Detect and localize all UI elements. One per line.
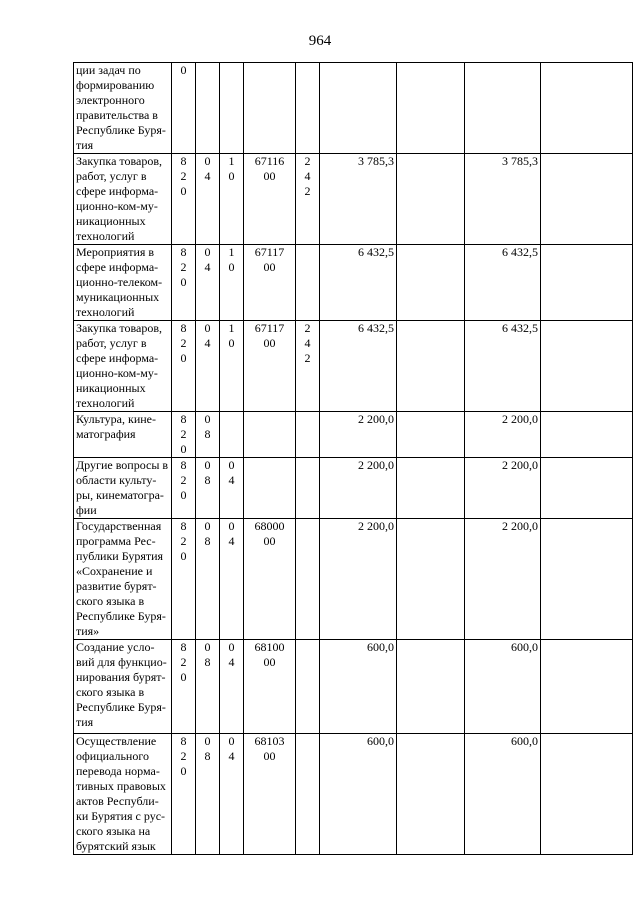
cell-name: Осуществление официального перевода норма-тивных правовых актов Республи-ки Бурятия с рус-ского языка на бурятский язык bbox=[74, 734, 172, 855]
cell-sum-1: 2 200,0 bbox=[320, 519, 397, 640]
cell-name: Государственная программа Рес-публики Бурятия «Сохранение и развитие бурят-ского языка в Республике Буря-тия» bbox=[74, 519, 172, 640]
cell-rz-text: 08 bbox=[204, 412, 211, 441]
cell-rz-text: 08 bbox=[204, 734, 211, 763]
cell-vr bbox=[296, 154, 320, 245]
cell-rz bbox=[196, 245, 220, 321]
cell-vr bbox=[296, 734, 320, 855]
cell-sum-3: 6 432,5 bbox=[465, 245, 541, 321]
cell-csr bbox=[244, 640, 296, 734]
cell-ved bbox=[172, 458, 196, 519]
cell-vr bbox=[296, 519, 320, 640]
cell-pr-text: 04 bbox=[228, 640, 235, 669]
cell-rz bbox=[196, 640, 220, 734]
cell-sum-4 bbox=[541, 458, 633, 519]
cell-sum-4 bbox=[541, 63, 633, 154]
cell-sum-3: 600,0 bbox=[465, 734, 541, 855]
cell-vr bbox=[296, 412, 320, 458]
cell-sum-3: 3 785,3 bbox=[465, 154, 541, 245]
cell-ved bbox=[172, 640, 196, 734]
cell-csr bbox=[244, 154, 296, 245]
cell-rz-text: 08 bbox=[204, 640, 211, 669]
cell-sum-2 bbox=[397, 412, 465, 458]
cell-sum-4 bbox=[541, 734, 633, 855]
cell-ved-text: 820 bbox=[180, 321, 187, 365]
cell-name: Создание усло-вий для функцио-нирования бурят-ского языка в Республике Буря-тия bbox=[74, 640, 172, 734]
cell-name: Другие вопросы в области культу-ры, кинематогра-фии bbox=[74, 458, 172, 519]
cell-sum-2 bbox=[397, 63, 465, 154]
cell-sum-2 bbox=[397, 458, 465, 519]
cell-ved-text: 820 bbox=[180, 734, 187, 778]
cell-csr bbox=[244, 519, 296, 640]
cell-vr bbox=[296, 321, 320, 412]
cell-sum-1: 2 200,0 bbox=[320, 412, 397, 458]
cell-pr-text: 04 bbox=[228, 519, 235, 548]
cell-csr bbox=[244, 321, 296, 412]
cell-sum-4 bbox=[541, 245, 633, 321]
cell-pr bbox=[220, 321, 244, 412]
table-row bbox=[74, 458, 633, 519]
cell-rz-text: 04 bbox=[204, 154, 211, 183]
cell-rz bbox=[196, 412, 220, 458]
cell-ved bbox=[172, 154, 196, 245]
table-row bbox=[74, 154, 633, 245]
cell-rz bbox=[196, 63, 220, 154]
cell-name: Мероприятия в сфере информа-ционно-телеком-муникационных технологий bbox=[74, 245, 172, 321]
cell-rz-text: 08 bbox=[204, 519, 211, 548]
cell-rz bbox=[196, 321, 220, 412]
cell-ved bbox=[172, 519, 196, 640]
cell-vr bbox=[296, 640, 320, 734]
table-row bbox=[74, 412, 633, 458]
cell-csr bbox=[244, 734, 296, 855]
cell-vr bbox=[296, 245, 320, 321]
cell-ved-text: 820 bbox=[180, 640, 187, 684]
cell-ved-text: 820 bbox=[180, 519, 187, 563]
cell-csr-text: 6810300 bbox=[254, 734, 285, 763]
cell-sum-4 bbox=[541, 412, 633, 458]
cell-sum-3: 2 200,0 bbox=[465, 458, 541, 519]
cell-name: Культура, кине-матография bbox=[74, 412, 172, 458]
cell-sum-1 bbox=[320, 63, 397, 154]
cell-sum-4 bbox=[541, 154, 633, 245]
cell-pr bbox=[220, 245, 244, 321]
cell-csr bbox=[244, 458, 296, 519]
cell-sum-3: 2 200,0 bbox=[465, 519, 541, 640]
table-row bbox=[74, 63, 633, 154]
cell-name: Закупка товаров, работ, услуг в сфере информа-ционно-ком-му-никационных технологий bbox=[74, 154, 172, 245]
cell-sum-1: 2 200,0 bbox=[320, 458, 397, 519]
budget-table bbox=[73, 62, 633, 855]
cell-sum-4 bbox=[541, 321, 633, 412]
table-row bbox=[74, 734, 633, 855]
cell-csr bbox=[244, 412, 296, 458]
cell-pr bbox=[220, 519, 244, 640]
cell-csr-text: 6800000 bbox=[254, 519, 285, 548]
cell-pr bbox=[220, 640, 244, 734]
cell-csr-text: 6711600 bbox=[254, 154, 285, 183]
cell-sum-3 bbox=[465, 63, 541, 154]
cell-csr bbox=[244, 245, 296, 321]
cell-sum-1: 6 432,5 bbox=[320, 321, 397, 412]
cell-ved bbox=[172, 245, 196, 321]
cell-sum-1: 600,0 bbox=[320, 640, 397, 734]
cell-ved-text: 820 bbox=[180, 245, 187, 289]
cell-vr-text: 242 bbox=[304, 321, 311, 365]
cell-sum-3: 6 432,5 bbox=[465, 321, 541, 412]
cell-sum-2 bbox=[397, 154, 465, 245]
cell-pr bbox=[220, 458, 244, 519]
cell-pr-text: 04 bbox=[228, 734, 235, 763]
cell-sum-1: 6 432,5 bbox=[320, 245, 397, 321]
cell-sum-3: 600,0 bbox=[465, 640, 541, 734]
cell-sum-2 bbox=[397, 245, 465, 321]
cell-rz bbox=[196, 734, 220, 855]
table-row bbox=[74, 321, 633, 412]
cell-pr bbox=[220, 412, 244, 458]
cell-name: Закупка товаров, работ, услуг в сфере информа-ционно-ком-му-никационных технологий bbox=[74, 321, 172, 412]
cell-sum-1: 3 785,3 bbox=[320, 154, 397, 245]
cell-sum-4 bbox=[541, 640, 633, 734]
cell-vr-text: 242 bbox=[304, 154, 311, 198]
cell-pr-text: 04 bbox=[228, 458, 235, 487]
page-number: 964 bbox=[308, 33, 332, 49]
cell-vr bbox=[296, 63, 320, 154]
cell-rz bbox=[196, 154, 220, 245]
cell-pr-text: 10 bbox=[228, 154, 235, 183]
cell-pr bbox=[220, 734, 244, 855]
cell-pr bbox=[220, 154, 244, 245]
cell-sum-2 bbox=[397, 640, 465, 734]
cell-rz bbox=[196, 458, 220, 519]
cell-csr-text: 6810000 bbox=[254, 640, 285, 669]
table-row bbox=[74, 640, 633, 734]
cell-rz-text: 08 bbox=[204, 458, 211, 487]
cell-sum-2 bbox=[397, 519, 465, 640]
cell-ved bbox=[172, 63, 196, 154]
cell-rz-text: 04 bbox=[204, 321, 211, 350]
cell-vr bbox=[296, 458, 320, 519]
cell-csr bbox=[244, 63, 296, 154]
cell-pr-text: 10 bbox=[228, 321, 235, 350]
cell-sum-3: 2 200,0 bbox=[465, 412, 541, 458]
cell-ved-text: 820 bbox=[180, 458, 187, 502]
cell-ved-text: 820 bbox=[180, 154, 187, 198]
cell-ved bbox=[172, 734, 196, 855]
cell-sum-1: 600,0 bbox=[320, 734, 397, 855]
cell-ved bbox=[172, 412, 196, 458]
cell-ved-text: 0 bbox=[180, 63, 187, 77]
cell-rz bbox=[196, 519, 220, 640]
cell-sum-2 bbox=[397, 734, 465, 855]
cell-sum-4 bbox=[541, 519, 633, 640]
cell-pr-text: 10 bbox=[228, 245, 235, 274]
cell-ved-text: 820 bbox=[180, 412, 187, 456]
cell-ved bbox=[172, 321, 196, 412]
cell-rz-text: 04 bbox=[204, 245, 211, 274]
table-row bbox=[74, 519, 633, 640]
table-row bbox=[74, 245, 633, 321]
cell-csr-text: 6711700 bbox=[254, 321, 285, 350]
cell-csr-text: 6711700 bbox=[254, 245, 285, 274]
cell-pr bbox=[220, 63, 244, 154]
cell-sum-2 bbox=[397, 321, 465, 412]
cell-name: ции задач по формированию электронного правительства в Республике Буря-тия bbox=[74, 63, 172, 154]
